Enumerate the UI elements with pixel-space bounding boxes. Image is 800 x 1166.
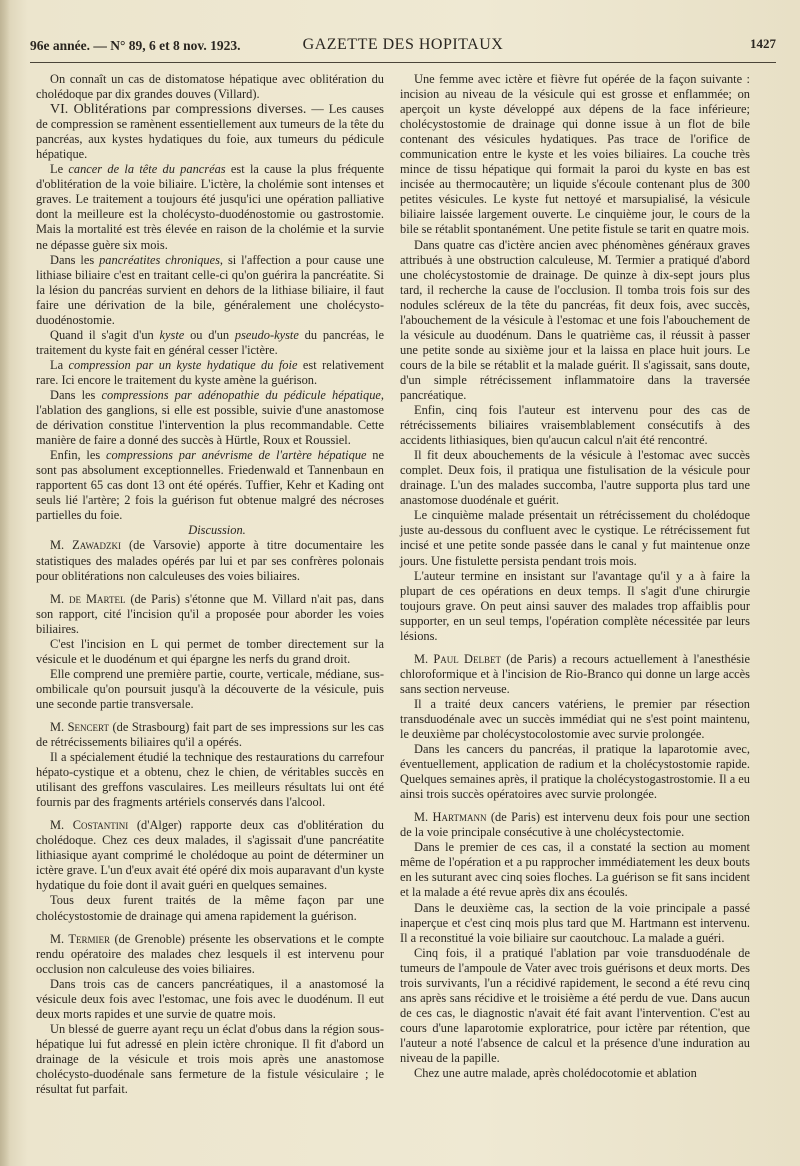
paragraph: Il a traité deux cancers vatériens, le premier par résection transduodénale avec un succès immédiat qui ne s'est point maintenu, le deuxième par cholécystocolostomie avec survie prolongée. [400, 696, 750, 742]
italic-run: pancréatites chroniques [99, 252, 220, 267]
paragraph: L'auteur termine en insistant sur l'avantage qu'il y a à faire la plupart de ces opérations en deux temps. Il s'agit d'une chirurgie toujours grave. On peut ainsi sauver des malades trop affaiblis pour supporter, en un seul temps, l'opération complète nécessitée par leurs lésions. [400, 568, 750, 643]
text-run: , si l'affection a pour cause une lithiase biliaire c'est en traitant celle-ci qu'on guérira la pancréatite. Si la lésion du pancréas survient en dehors de la lithiase biliaire, il faut faire une dérivation de la bile, généralement une cholécysto-duodénostomie. [36, 252, 384, 327]
journal-title: GAZETTE DES HOPITAUX [302, 36, 504, 53]
section-paragraph [36, 102, 384, 162]
speaker-name: M. Paul Delbet [414, 651, 501, 666]
issue-info: 96e année. — N° 89, 6 et 8 nov. 1923. [30, 38, 241, 53]
text-run: est relativement rare. Ici encore le traitement du kyste amène la guérison. [36, 357, 384, 387]
paragraph: Il a spécialement étudié la technique des restaurations du carrefour hépato-cystique et a obtenu, chez le chien, de véritables succès en utilisant des greffons vasculaires. Les meilleurs résultats lui ont été fournis par des fragments artériels conservés dans l'alcool. [36, 750, 384, 810]
paragraph: On connaît un cas de distomatose hépatique avec oblitération du cholédoque par dix grandes douves (Villard). [36, 72, 384, 102]
text-run: Le [50, 162, 69, 177]
speaker-name: M. Hartmann [414, 810, 487, 825]
paragraph: Le cinquième malade présentait un rétrécissement du cholédoque juste au-dessous du confluent avec le cystique. Le rétrécissement fut incisé et une petite sonde passée dans le canal y fut maintenue onze jours. Une fistulette persista pendant trois mois. [400, 508, 750, 568]
header-rule [30, 62, 776, 63]
paragraph [36, 358, 384, 388]
paragraph: Dans trois cas de cancers pancréatiques, il a anastomosé la vésicule deux fois avec l'estomac, une fois avec le duodénum. Il eut deux morts rapides et une survie de quatre mois. [36, 976, 384, 1021]
paragraph [400, 810, 750, 840]
paragraph [36, 818, 384, 893]
text-run: est la cause la plus fréquente d'oblitération de la voie biliaire. L'ictère, la cholémie sont intenses et graves. Le traitement a toujours été jusqu'ici une opération palliative dont la meilleure est la cholécysto-duodénostomie ou gastrostomie. Mais la mortalité est très élevée en raison de la cholémie et la survie ne dépasse guère six mois. [36, 162, 384, 252]
section-title: VI. Oblitérations par compressions diverses. [50, 102, 307, 118]
text-run: Enfin, les [50, 448, 106, 463]
paragraph [36, 592, 384, 637]
page-binding-shadow [0, 0, 10, 1166]
italic-run: pseudo-kyste [234, 327, 299, 342]
paragraph [36, 720, 384, 750]
text-run: du pancréas, le traitement du kyste fait en général cesser l'ictère. [36, 327, 385, 357]
text-run: (de Paris) s'étonne que M. Villard n'ait pas, dans son rapport, cité l'incision qu'il a proposée pour aborder les voies biliaires. [36, 591, 384, 636]
paragraph: Dans le deuxième cas, la section de la voie principale a passé inaperçue et c'est cinq mois plus tard que M. Hartmann est intervenu. Il a reconstitué la voie biliaire sur caoutchouc. La malade a guéri. [400, 900, 750, 945]
speaker-name: M. Zawadzki [50, 538, 121, 553]
paragraph [36, 538, 384, 583]
speaker-name: M. Sencert [50, 719, 109, 734]
paragraph: Une femme avec ictère et fièvre fut opérée de la façon suivante : incision au niveau de la vésicule qui est grosse et enflammée; on aperçoit un kyste développé aux dépens de la face inférieure; cholécystostomie de drainage qui donne issue à un flot de bile contenant des vésicules hydatiques. Pas trace de l'orifice de communication entre le kyste et les voies biliaires. La couche très mince de tissu hépatique qui formait la paroi du kyste en bas est incisée au thermocautère; un liquide s'écoule contenant plus de 300 petites vésicules. Le kyste fut nettoyé et marsupialisé, la vésicule biliaire laissée largement ouverte. Le cinquième jour, le cours de la bile se rétablit spontanément. Une petite fistule se tarit en quatre mois. [400, 72, 750, 237]
italic-run: compression par un kyste hydatique du foie [68, 357, 298, 372]
speaker-name: M. Costantini [50, 818, 129, 833]
paragraph: Dans quatre cas d'ictère ancien avec phénomènes généraux graves attribués à une obstruction calculeuse, M. Termier a pratiqué d'abord une cholécystostomie de drainage. De quinze à dix-sept jours plus tard, il recherche la cause de l'occlusion. Il tomba trois fois sur des nodules scléreux de la tête du pancréas, fit deux fois, avec succès, l'abouchement de la vésicule à l'estomac et une fois l'abouchement de la vésicule au duodénum. Dans le quatrième cas, il réussit à passer une petite sonde au sixième jour et la laissa en place huit jours. Le cours de la bile se rétablit et la malade guérit. Il s'agissait, sans doute, d'un simple rétrécissement inflammatoire dans la traversée pancréatique. [400, 237, 750, 402]
paragraph [36, 388, 384, 448]
paragraph [400, 652, 750, 697]
text-run: Quand il s'agit d'un [50, 327, 160, 342]
paragraph [36, 932, 384, 977]
right-column [400, 72, 750, 1081]
text-run: (de Strasbourg) fait part de ses impressions sur les cas de rétrécissements biliaires qu'il a opérés. [36, 719, 385, 750]
text-run: (de Paris) a recours actuellement à l'anesthésie chloroformique et à l'incision de Rio-Branco qui donne un large accès sans section nerveuse. [400, 651, 751, 696]
text-run: Dans les [50, 252, 100, 267]
page-number: 1427 [750, 36, 776, 51]
text-run: ou d'un [184, 327, 235, 342]
text-run: , l'ablation des ganglions, si elle est possible, suivie d'une anastomose de dérivation constitue l'intervention la plus recommandable. Cette manière de faire a donné des succès à Hürtle, Roux et Roussiel. [36, 387, 384, 448]
paragraph: Il fit deux abouchements de la vésicule à l'estomac avec succès complet. Deux fois, il pratiqua une fistulisation de la vésicule pour drainage. L'un des malades succomba, l'autre supporta plus tard une anastomose duodénale et guérit. [400, 448, 750, 508]
paragraph: Elle comprend une première partie, courte, verticale, médiane, sus-ombilicale qu'on poursuit jusqu'à la découverte de la vésicule, puis une seconde partie transversale. [36, 666, 384, 711]
paragraph: C'est l'incision en L qui permet de tomber directement sur la vésicule et le duodénum et qui épargne les nerfs du grand droit. [36, 636, 384, 666]
paragraph: Enfin, cinq fois l'auteur est intervenu pour des cas de rétrécissements biliaires vraisemblablement consécutifs à des accidents lithiasiques, bien qu'aucun calcul n'ait été rencontré. [400, 403, 750, 448]
page-header [30, 34, 776, 58]
text-run: (de Grenoble) présente les observations et le compte rendu opératoire des malades chez lesquels il est intervenu pour occlusion non calculeuse des voies biliaires. [36, 931, 385, 976]
paragraph: Un blessé de guerre ayant reçu un éclat d'obus dans la région sous-hépatique lui fut adressé en plein ictère chronique. Il fit d'abord un drainage de la vésicule et trois mois après une anastomose cholécysto-duodénale sans fermeture de la fistule vésiculaire ; le résultat fut parfait. [36, 1021, 384, 1097]
italic-run: kyste [159, 327, 185, 342]
italic-run: compressions par anévrisme de l'artère hépatique [105, 448, 367, 463]
paragraph: Dans le premier de ces cas, il a constaté la section au moment même de l'opération et a pu rapprocher immédiatement les deux bouts en les suturant avec cinq soies floches. La guérison se fit sans incident et la malade a été revue après dix ans écoulés. [400, 840, 750, 900]
paragraph [36, 328, 384, 358]
paragraph: Chez une autre malade, après cholédocotomie et ablation [414, 1066, 697, 1081]
text-run: (de Paris) est intervenu deux fois pour une section de la voie principale consécutive à une cholécystectomie. [400, 810, 750, 840]
text-run: ne sont pas absolument exceptionnelles. Friedenwald et Tannenbaun en rapportent 65 cas dont 13 ont été opérés. Tuffier, Kehr et Kading ont seuls lié l'artère; 2 fois la guérison fut obtenue malgré des nécroses partielles du foie. [36, 448, 384, 523]
left-column [36, 72, 384, 1097]
paragraph: Cinq fois, il a pratiqué l'ablation par voie transduodénale de tumeurs de l'ampoule de Vater avec trois guérisons et deux morts. Des trois survivants, l'un a récidivé rapidement, le second a été revu cinq ans après sans récidive et le troisième a été perdu de vue. Dans aucun de ces cas, le diagnostic n'avait été fait avant l'intervention. C'est au cours d'une laparotomie exploratrice, pour ictère par rétention, que l'auteur a noté l'absence de calcul et la présence d'une induration au niveau de la papille. [400, 945, 750, 1065]
italic-run: cancer de la tête du pancréas [68, 162, 226, 177]
text-run: (d'Alger) rapporte deux cas d'oblitération du cholédoque. Chez ces deux malades, il s'agissait d'une pancréatite lithiasique ayant comprimé le cholédoque au point de déterminer un ictère grave. L'un d'eux avait été opéré dix mois auparavant d'un kyste hydatique du foie dont il avait guéri en quelques semaines. [36, 818, 385, 893]
paragraph [36, 162, 384, 252]
text-run: Dans les [50, 387, 102, 402]
section-text: — Les causes de compression se ramènent essentiellement aux tumeurs de la tête du pancréas, aux kystes hydatiques du foie, aux tumeurs du pédicule hépatique. [36, 102, 384, 162]
text-run: (de Varsovie) apporte à titre documentaire les statistiques des malades opérés par lui et par ses confrères polonais pour oblitérations non calculeuses des voies biliaires. [36, 538, 384, 583]
text-run: La [50, 357, 69, 372]
speaker-name: M. Termier [50, 931, 110, 946]
discussion-heading: Discussion. [188, 523, 246, 538]
speaker-name: M. de Martel [50, 591, 126, 606]
paragraph [36, 448, 384, 523]
italic-run: compressions par adénopathie du pédicule hépatique [101, 387, 381, 402]
paragraph: Dans les cancers du pancréas, il pratique la laparotomie avec, éventuellement, application de radium et la cholécystostomie rapide. Quelques semaines après, il pratique la cholécystogastrostomie. Il a eu ainsi trois succès opératoires avec survie prolongée. [400, 742, 750, 802]
paragraph [36, 253, 384, 328]
paragraph: Tous deux furent traités de la même façon par une cholécystostomie de drainage qui amena rapidement la guérison. [36, 893, 384, 923]
